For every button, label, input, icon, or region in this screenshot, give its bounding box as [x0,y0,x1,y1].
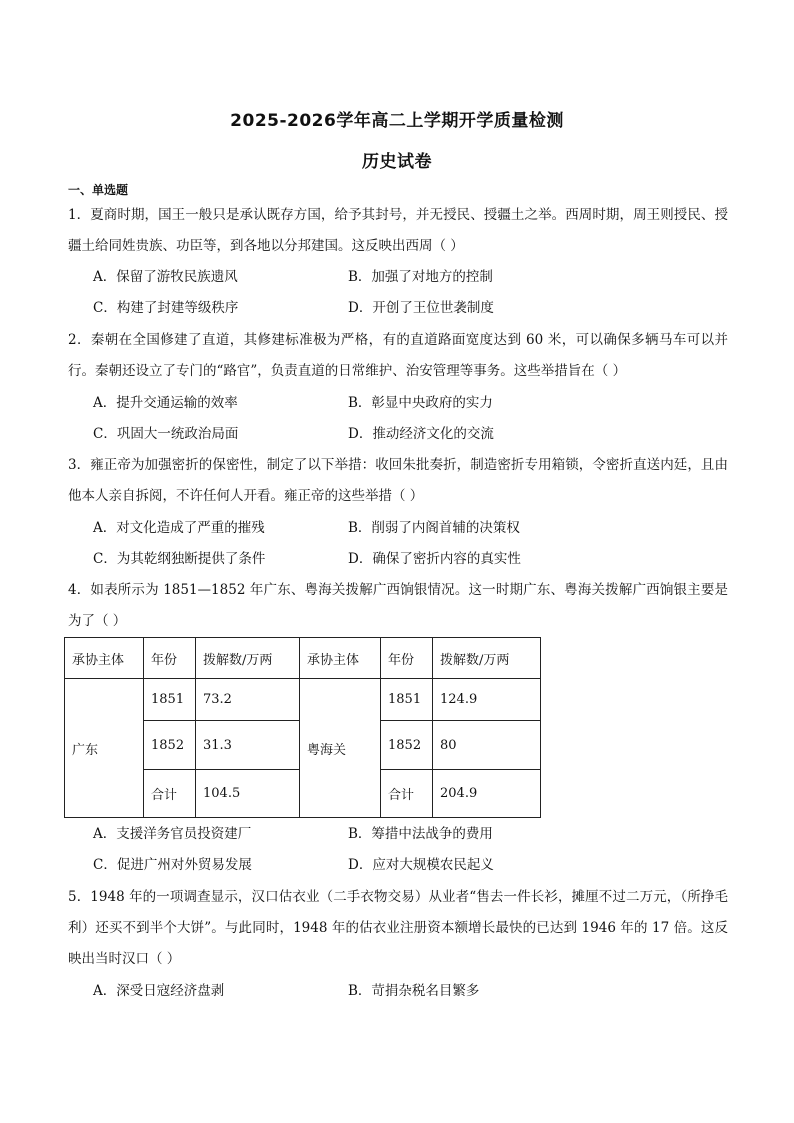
question-1-option-d[interactable]: D．开创了王位世袭制度 [348,300,494,316]
section-heading: 一、单选题 [68,183,129,197]
question-2-option-b[interactable]: B．彰显中央政府的实力 [348,395,493,411]
question-1-option-b[interactable]: B．加强了对地方的控制 [348,269,493,285]
table-group-cell: 广东 [65,679,144,818]
table-cell: 80 [433,721,541,770]
table-header-cell: 拨解数/万两 [433,638,541,679]
question-2-option-a[interactable]: A．提升交通运输的效率 [93,395,238,411]
table-header-cell: 年份 [381,638,433,679]
question-2-stem: 2．秦朝在全国修建了直道，其修建标准极为严格，有的直道路面宽度达到 60 米，可以确保多辆马车可以并行。秦朝还设立了专门的“路官”，负责直道的日常维护、治安管理等事务。这些举措旨在（ ） [68,332,728,379]
exam-subtitle: 历史试卷 [362,152,432,172]
question-4-option-b[interactable]: B．筹措中法战争的费用 [348,826,493,842]
question-2-option-c[interactable]: C．巩固大一统政治局面 [93,426,239,442]
table-cell: 1851 [144,679,196,721]
table-cell: 合计 [381,770,433,818]
table-cell: 73.2 [196,679,300,721]
table-cell: 124.9 [433,679,541,721]
question-2-option-d[interactable]: D．推动经济文化的交流 [348,426,494,442]
question-4-option-c[interactable]: C．促进广州对外贸易发展 [93,857,252,873]
table-cell: 31.3 [196,721,300,770]
exam-title: 2025-2026学年高二上学期开学质量检测 [230,111,564,131]
question-4-stem: 4．如表所示为 1851—1852 年广东、粤海关拨解广西饷银情况。这一时期广东、粤海关拨解广西饷银主要是为了（ ） [68,582,728,629]
question-1-option-c[interactable]: C．构建了封建等级秩序 [93,300,239,316]
question-4-option-a[interactable]: A．支援洋务官员投资建厂 [93,826,252,842]
table-header-cell: 拨解数/万两 [196,638,300,679]
question-3-option-d[interactable]: D．确保了密折内容的真实性 [348,551,521,567]
table-cell: 1851 [381,679,433,721]
question-5-option-b[interactable]: B．苛捐杂税名目繁多 [348,983,480,999]
question-1-option-a[interactable]: A．保留了游牧民族遗风 [93,269,238,285]
table-header-cell: 承协主体 [300,638,381,679]
question-5-option-a[interactable]: A．深受日寇经济盘剥 [93,983,225,999]
table-cell: 204.9 [433,770,541,818]
question-3-stem: 3．雍正帝为加强密折的保密性，制定了以下举措：收回朱批奏折，制造密折专用箱锁，令密折直送内廷，且由他本人亲自拆阅，不许任何人开看。雍正帝的这些举措（ ） [68,457,728,504]
question-5-stem: 5．1948 年的一项调查显示，汉口估衣业（二手衣物交易）从业者“售去一件长衫，摊厘不过二万元，（所挣毛利）还买不到半个大饼”。与此同时，1948 年的估衣业注册资本额增长最快的已达到 1946 年的 17 倍。这反映出当时汉口（ ） [68,889,728,967]
question-3-option-b[interactable]: B．削弱了内阁首辅的决策权 [348,520,520,536]
table-cell: 1852 [381,721,433,770]
table-header-row [65,638,541,679]
question-3-option-a[interactable]: A．对文化造成了严重的摧残 [93,520,265,536]
table-row [65,679,541,721]
table-cell: 1852 [144,721,196,770]
table-group-cell: 粤海关 [300,679,381,818]
table-cell: 104.5 [196,770,300,818]
question-1-stem: 1．夏商时期，国王一般只是承认既存方国，给予其封号，并无授民、授疆土之举。西周时期，周王则授民、授疆土给同姓贵族、功臣等，到各地以分邦建国。这反映出西周（ ） [68,207,728,254]
table-header-cell: 承协主体 [65,638,144,679]
table-header-cell: 年份 [144,638,196,679]
question-4-option-d[interactable]: D．应对大规模农民起义 [348,857,494,873]
data-table [64,637,541,818]
question-3-option-c[interactable]: C．为其乾纲独断提供了条件 [93,551,266,567]
table-cell: 合计 [144,770,196,818]
